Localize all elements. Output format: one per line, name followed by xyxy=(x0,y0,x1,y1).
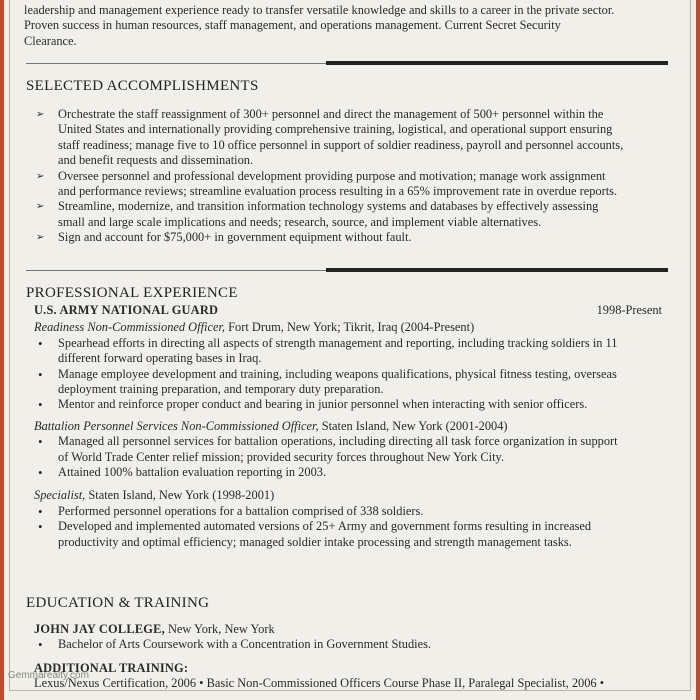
list-item-line: and benefit requests and dissemination. xyxy=(58,153,254,168)
list-item xyxy=(24,107,674,169)
list-item-line: Spearhead efforts in directing all aspects of strength management and reporting, including tracking soldiers in 11 xyxy=(58,335,618,350)
job-location: Staten Island, New York (2001-2004) xyxy=(318,418,508,433)
list-item-line: and performance reviews; streamline evaluation process resulting in a 65% improvement rate in overdue reports. xyxy=(58,184,618,199)
degree-text: Bachelor of Arts Coursework with a Concentration in Government Studies. xyxy=(58,637,432,652)
additional-training-title: ADDITIONAL TRAINING: xyxy=(34,660,189,675)
experience-section xyxy=(24,303,674,550)
list-item xyxy=(24,434,674,465)
summary-paragraph xyxy=(24,0,674,49)
list-item-line: staff readiness; manage five to 10 office personnel in support of soldier readiness, payroll and personnel accounts, xyxy=(58,137,624,152)
list-item xyxy=(24,367,674,398)
section-divider xyxy=(26,270,668,271)
list-item-line: deployment training preparation, and temporary duty preparation. xyxy=(58,382,384,397)
section-title-experience: PROFESSIONAL EXPERIENCE xyxy=(26,285,238,301)
list-item-line: Orchestrate the staff reassignment of 300+ personnel and direct the management of 500+ personnel within the xyxy=(58,107,604,121)
job-title-line xyxy=(24,320,674,335)
list-item-line: Developed and implemented automated versions of 25+ Army and government forms resulting in increased xyxy=(58,519,592,534)
bullet-icon: • xyxy=(38,434,43,450)
list-item xyxy=(24,169,674,200)
list-item xyxy=(24,336,674,367)
bullet-icon: • xyxy=(38,397,43,413)
list-item: • Bachelor of Arts Coursework with a Concentration in Government Studies. xyxy=(38,637,432,653)
school-name: JOHN JAY COLLEGE, xyxy=(34,622,165,636)
section-title-accomplishments: SELECTED ACCOMPLISHMENTS xyxy=(26,78,259,94)
job-title: Battalion Personnel Services Non-Commissioned Officer, xyxy=(34,418,319,433)
list-item-line: Managed all personnel services for battalion operations, including directing all task force organization in support xyxy=(58,434,618,449)
list-item-line: Manage employee development and training, including weapons qualifications, physical fitness testing, overseas xyxy=(58,366,617,381)
summary-line: leadership and management experience ready to transfer versatile knowledge and skills to a career in the private sector. xyxy=(24,3,615,17)
list-item xyxy=(24,230,674,245)
section-divider xyxy=(26,63,668,64)
job-role xyxy=(24,419,674,481)
bullet-icon: • xyxy=(38,503,43,519)
list-item-line: different forward operating bases in Iraq. xyxy=(58,351,262,366)
list-item-line: small and large scale implications and needs; research, source, and implement viable alternatives. xyxy=(58,214,542,229)
list-item xyxy=(24,199,674,230)
list-item-line: Streamline, modernize, and transition information technology systems and databases by effectively assessing xyxy=(58,199,599,214)
list-item-line: Attained 100% battalion evaluation reporting in 2003. xyxy=(58,465,327,480)
education-section xyxy=(24,622,674,692)
list-item xyxy=(24,397,674,412)
resume-page xyxy=(4,0,696,700)
job-role xyxy=(24,488,674,550)
list-item-line: Mentor and reinforce proper conduct and bearing in junior personnel when interacting with senior officers. xyxy=(58,397,588,412)
school-location: New York, New York xyxy=(164,622,275,636)
job-title: Specialist, xyxy=(34,488,86,503)
employment-dates: 1998-Present xyxy=(596,303,662,317)
job-bullets xyxy=(24,434,674,480)
list-item-line: Sign and account for $75,000+ in government equipment without fault. xyxy=(58,230,412,245)
list-item xyxy=(24,519,674,550)
job-location: Fort Drum, New York; Tikrit, Iraq (2004-Present) xyxy=(225,320,475,335)
list-item-line: United States and internationally providing comprehensive training, logistical, and operational support ensuring xyxy=(58,122,613,137)
list-item xyxy=(24,465,674,480)
section-title-education: EDUCATION & TRAINING xyxy=(26,595,210,611)
list-item-line: Oversee personnel and professional development providing purpose and motivation; manage work assignment xyxy=(58,168,606,183)
job-bullets xyxy=(24,504,674,550)
list-item-line: of World Trade Center relief mission; provided security forces throughout New York City. xyxy=(58,449,505,464)
list-item-line: productivity and optimal efficiency; managed soldier intake processing and strength management tasks. xyxy=(58,534,572,549)
bullet-icon: • xyxy=(38,465,43,481)
job-bullets xyxy=(24,336,674,413)
accomplishments-list xyxy=(24,107,674,246)
bullet-icon: • xyxy=(38,519,43,535)
organization-name: U.S. ARMY NATIONAL GUARD xyxy=(34,303,219,317)
job-role xyxy=(24,320,674,412)
summary-line: Clearance. xyxy=(24,33,77,48)
watermark-text: Gemmarealty.com xyxy=(8,670,89,681)
job-location: Staten Island, New York (1998-2001) xyxy=(85,488,275,503)
arrow-bullet-icon: ➢ xyxy=(36,232,45,244)
bullet-icon: • xyxy=(38,366,43,382)
job-title-line xyxy=(24,488,674,503)
bullet-icon: • xyxy=(38,335,43,351)
summary-line: Proven success in human resources, staff management, and operations management. Current Secret Security xyxy=(24,18,561,33)
arrow-bullet-icon: ➢ xyxy=(36,201,45,213)
job-title: Readiness Non-Commissioned Officer, xyxy=(34,320,226,335)
additional-training-line: Lexus/Nexus Certification, 2006 • Basic Non-Commissioned Officers Course Phase II, Paralegal Specialist, 2006 • xyxy=(34,676,605,691)
arrow-bullet-icon: ➢ xyxy=(36,170,45,182)
job-title-line xyxy=(24,419,674,434)
list-item-line: Performed personnel operations for a battalion comprised of 338 soldiers. xyxy=(58,503,424,518)
list-item xyxy=(24,504,674,519)
arrow-bullet-icon: ➢ xyxy=(36,109,45,120)
